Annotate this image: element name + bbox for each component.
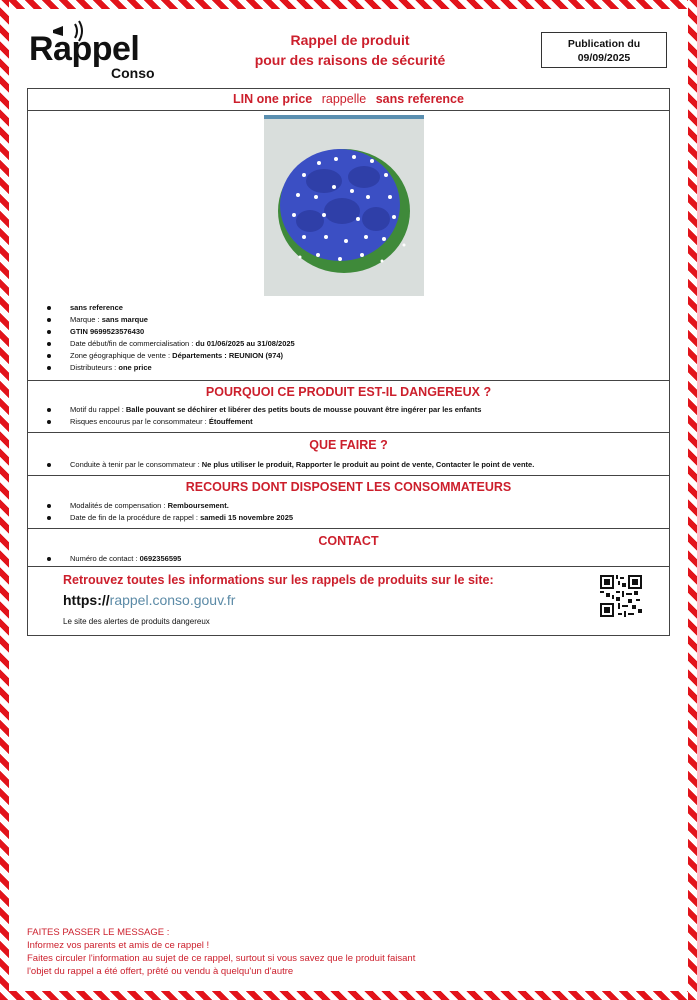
rappel-conso-logo bbox=[27, 18, 167, 80]
danger-section bbox=[28, 381, 669, 433]
contact-list bbox=[42, 553, 181, 565]
list-item: Distributeurs : one price bbox=[42, 362, 295, 374]
publication-box bbox=[541, 32, 667, 68]
border-stripe-top bbox=[0, 0, 697, 9]
footer-line2: Informez vos parents et amis de ce rappel ! bbox=[27, 940, 210, 951]
list-item: Risques encourus par le consommateur : Étouffement bbox=[42, 416, 481, 428]
list-item: sans reference bbox=[42, 302, 295, 314]
que-faire-section bbox=[28, 433, 669, 476]
share-message bbox=[27, 926, 507, 978]
que-faire-list bbox=[42, 459, 534, 471]
footer-line4: l'objet du rappel a été offert, prêté ou vendu à quelqu'un d'autre bbox=[27, 966, 294, 977]
list-item: Conduite à tenir par le consommateur : Ne plus utiliser le produit, Rapporter le produit au point de vente, Contacter le point de vente. bbox=[42, 459, 534, 471]
product-section bbox=[28, 111, 669, 381]
que-faire-title: QUE FAIRE ? bbox=[309, 438, 388, 452]
site-description: Le site des alertes de produits dangereux bbox=[63, 617, 210, 626]
border-stripe-left bbox=[0, 0, 9, 1000]
list-item: Modalités de compensation : Remboursement. bbox=[42, 500, 293, 512]
list-item: Date de fin de la procédure de rappel : samedi 15 novembre 2025 bbox=[42, 512, 293, 524]
list-item: Zone géographique de vente : Départements : REUNION (974) bbox=[42, 350, 295, 362]
danger-list bbox=[42, 404, 481, 428]
recours-section bbox=[28, 476, 669, 529]
list-item: Motif du rappel : Balle pouvant se déchirer et libérer des petits bouts de mousse pouvant être ingérer par les enfants bbox=[42, 404, 481, 416]
publication-label: Publication du bbox=[567, 38, 641, 50]
footer-line3: Faites circuler l'information au sujet de ce rappel, surtout si vous savez que le produit faisant bbox=[27, 953, 416, 964]
footer-line1: FAITES PASSER LE MESSAGE : bbox=[27, 927, 170, 938]
page-title bbox=[200, 30, 500, 70]
recall-sheet bbox=[27, 88, 670, 636]
list-item: Marque : sans marque bbox=[42, 314, 295, 326]
border-stripe-bottom bbox=[0, 991, 697, 1000]
page-title-line2: pour des raisons de sécurité bbox=[254, 52, 446, 68]
list-item: GTIN 9699523576430 bbox=[42, 326, 295, 338]
publication-date: 09/09/2025 bbox=[577, 52, 631, 64]
site-section bbox=[28, 567, 669, 635]
contact-section bbox=[28, 529, 669, 567]
recours-list bbox=[42, 500, 293, 524]
site-title: Retrouvez toutes les informations sur les rappels de produits sur le site: bbox=[63, 573, 494, 587]
recall-verb: rappelle bbox=[321, 92, 367, 106]
site-url-link[interactable]: https://rappel.conso.gouv.fr bbox=[63, 592, 236, 608]
list-item: Numéro de contact : 0692356595 bbox=[42, 553, 181, 565]
logo-sub: Conso bbox=[111, 65, 155, 81]
product-details-list bbox=[42, 302, 295, 374]
danger-title: POURQUOI CE PRODUIT EST-IL DANGEREUX ? bbox=[205, 385, 492, 399]
contact-title: CONTACT bbox=[318, 534, 379, 548]
list-item: Date début/fin de commercialisation : du 01/06/2025 au 31/08/2025 bbox=[42, 338, 295, 350]
recall-brand: LIN one price bbox=[233, 92, 313, 106]
foam-ball-image bbox=[264, 115, 424, 296]
page-title-line1: Rappel de produit bbox=[290, 32, 410, 48]
qr-code-icon[interactable] bbox=[600, 575, 642, 617]
border-stripe-right bbox=[688, 0, 697, 1000]
product-image bbox=[264, 115, 424, 296]
recall-product: sans reference bbox=[375, 92, 464, 106]
recall-title-bar bbox=[28, 89, 669, 111]
logo-word: Rappel bbox=[29, 30, 140, 68]
recours-title: RECOURS DONT DISPOSENT LES CONSOMMATEURS bbox=[185, 480, 512, 494]
